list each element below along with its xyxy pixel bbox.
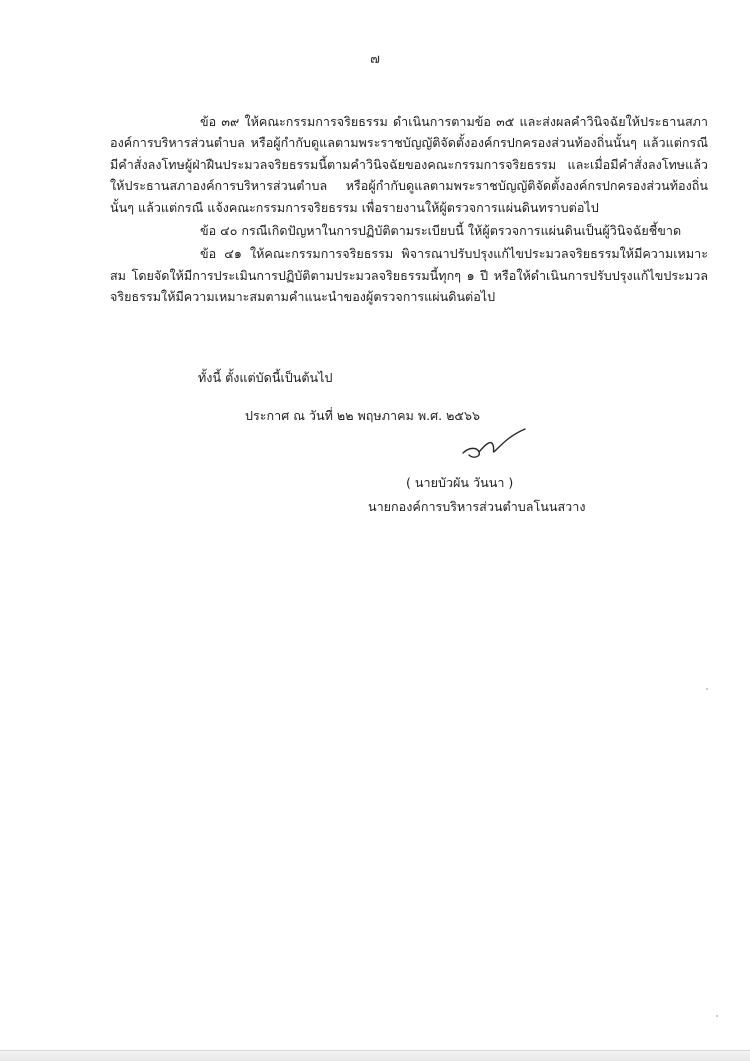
signature-mark xyxy=(455,425,535,465)
clause-39: ข้อ ๓๙ ให้คณะกรรมการจริยธรรม ดำเนินการตามข้อ ๓๕ และส่งผลคำวินิจฉัยให้ประธานสภาองค์การบริหารส่วนตำบล หรือผู้กำกับดูแลตามพระราชบัญญัติจัดตั้งองค์กรปกครองส่วนท้องถิ่นนั้นๆ แล้วแต่กรณี มีคำสั่งลงโทษผู้ฝ่าฝืนประมวลจริยธรรมนี้ตามคำวินิจฉัยของคณะกรรมการจริยธรรม และเมื่อมีคำสั่งลงโทษแล้วให้ประธานสภาองค์การบริหารส่วนตำบล หรือผู้กำกับดูแลตามพระราชบัญญัติจัดตั้งองค์กรปกครองส่วนท้องถิ่นนั้นๆ แล้วแต่กรณี แจ้งคณะกรรมการจริยธรรม เพื่อรายงานให้ผู้ตรวจการแผ่นดินทราบต่อไป xyxy=(110,114,708,215)
page-number: ๗ xyxy=(370,52,380,67)
closing-statement: ทั้งนี้ ตั้งแต่บัดนี้เป็นต้นไป xyxy=(198,370,333,385)
clause-40: ข้อ ๔๐ กรณีเกิดปัญหาในการปฏิบัติตามระเบียบนี้ ให้ผู้ตรวจการแผ่นดินเป็นผู้วินิจฉัยชี้ขาด xyxy=(200,223,682,239)
announcement-date: ประกาศ ณ วันที่ ๒๒ พฤษภาคม พ.ศ. ๒๕๖๖ xyxy=(245,408,480,423)
scan-speck xyxy=(716,1015,718,1017)
signer-name: ( นายบัวผัน วันนา ) xyxy=(406,475,514,490)
signer-title: นายกองค์การบริหารส่วนตำบลโนนสวาง xyxy=(368,499,586,514)
clause-41: ข้อ ๔๑ ให้คณะกรรมการจริยธรรม พิจารณาปรับปรุงแก้ไขประมวลจริยธรรมให้มีความเหมาะสม โดยจัดให้มีการประเมินการปฏิบัติตามประมวลจริยธรรมนี้ทุกๆ ๑ ปี หรือให้ดำเนินการปรับปรุงแก้ไขประมวลจริยธรรมให้มีความเหมาะสมตามคำแนะนำของผู้ตรวจการแผ่นดินต่อไป xyxy=(110,246,708,305)
scan-speck xyxy=(706,688,708,690)
scan-bottom-edge xyxy=(0,1050,750,1061)
document-body xyxy=(110,111,708,308)
